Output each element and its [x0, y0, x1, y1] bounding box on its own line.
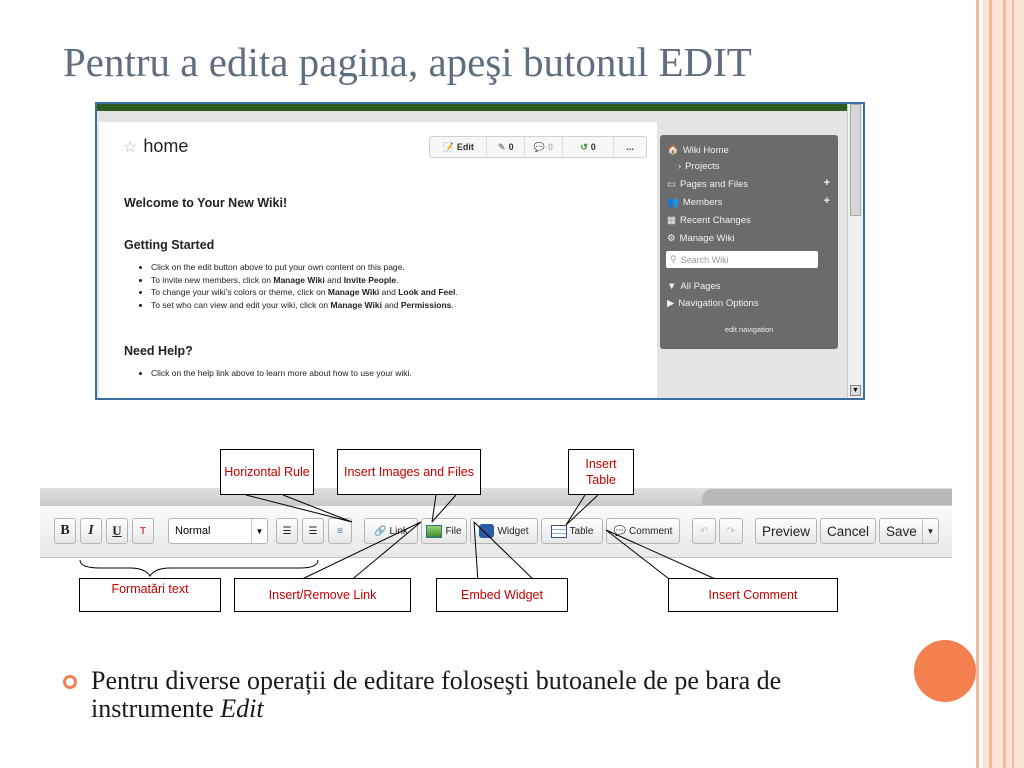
home-icon: 🏠	[667, 145, 679, 156]
need-help-heading: Need Help?	[124, 344, 193, 358]
callout-formatari-text: Formatări text	[79, 578, 221, 612]
triangle-right-icon: ▶	[667, 298, 675, 309]
link-manage-wiki[interactable]: Manage Wiki	[330, 299, 382, 310]
bullet-circle-icon	[63, 675, 77, 689]
scroll-down-arrow[interactable]: ▼	[850, 385, 861, 396]
italic-button[interactable]: I	[80, 518, 102, 544]
callout-insert-table: Insert Table	[568, 449, 634, 495]
list-item: • To set who can view and edit your wiki, click on Manage Wiki and Permissions.	[151, 299, 458, 312]
nav-members[interactable]: 👥 Members	[667, 197, 723, 208]
link-invite-people[interactable]: Invite People	[343, 274, 397, 285]
nav-pages-and-files[interactable]: ▭ Pages and Files	[667, 179, 749, 190]
calendar-icon: ▦	[667, 215, 676, 226]
edit-navigation-link[interactable]: edit navigation	[724, 325, 774, 334]
callout-insert-images: Insert Images and Files	[337, 449, 481, 495]
widget-button[interactable]: Widget	[470, 518, 538, 544]
decorative-circle	[914, 640, 976, 702]
text-color-icon: T	[139, 525, 147, 537]
undo-button[interactable]	[692, 518, 716, 544]
nav-manage-wiki[interactable]: ⚙ Manage Wiki	[667, 233, 735, 244]
wiki-screenshot	[95, 102, 865, 400]
nav-navigation-options[interactable]: ▶ Navigation Options	[667, 298, 759, 309]
redo-button[interactable]	[719, 518, 743, 544]
callout-horizontal-rule: Horizontal Rule	[220, 449, 314, 495]
link-button[interactable]: 🔗 Link	[364, 518, 418, 544]
wiki-sidebar	[660, 135, 838, 349]
getting-started-heading: Getting Started	[124, 238, 215, 252]
bullet-list-icon: ☰	[308, 525, 318, 537]
numbered-list-button[interactable]	[276, 518, 298, 544]
history-icon: ↺	[580, 141, 588, 152]
list-item: • To invite new members, click on Manage Wiki and Invite People.	[151, 274, 458, 287]
slide-title: Pentru a edita pagina, apeşi butonul EDIT	[63, 39, 752, 85]
widget-icon	[479, 524, 494, 538]
edit-toolbar	[40, 506, 952, 558]
star-icon[interactable]: ☆	[123, 139, 138, 156]
help-list	[141, 367, 412, 380]
more-button[interactable]: ...	[626, 142, 634, 152]
preview-button[interactable]: Preview	[755, 518, 817, 544]
bullet-text: Pentru diverse operații de editare foloseşti butoanele de pe bara de instrumente Edit	[91, 666, 782, 723]
bold-button[interactable]: B	[54, 518, 76, 544]
files-count-button[interactable]: ✎ 0	[487, 137, 525, 157]
link-manage-wiki[interactable]: Manage Wiki	[327, 287, 380, 297]
edit-button[interactable]: 📝 Edit	[430, 137, 487, 157]
getting-started-list	[141, 261, 458, 311]
nav-all-pages[interactable]: ▼ All Pages	[667, 281, 721, 292]
underline-button[interactable]: U	[106, 518, 128, 544]
nav-wiki-home[interactable]: 🏠 Wiki Home	[667, 145, 729, 156]
gear-icon: ⚙	[667, 233, 676, 244]
welcome-heading: Welcome to Your New Wiki!	[124, 196, 288, 210]
slide-border-line	[976, 0, 979, 768]
table-icon	[551, 525, 567, 538]
chevron-right-icon: ›	[678, 161, 682, 172]
members-icon: 👥	[667, 197, 679, 208]
link-look-and-feel[interactable]: Look and Feel	[398, 287, 456, 297]
slide-border-line	[1012, 0, 1014, 768]
page-action-bar	[429, 136, 647, 158]
toolbar-tab	[702, 489, 952, 505]
wiki-content	[99, 122, 657, 400]
page-heading	[123, 136, 188, 157]
nav-projects[interactable]: › Projects	[678, 161, 720, 172]
bullet-list-button[interactable]	[302, 518, 324, 544]
history-count-button[interactable]: ↺ 0	[563, 137, 615, 157]
link-manage-wiki[interactable]: Manage Wiki	[273, 274, 325, 285]
nav-recent-changes[interactable]: ▦ Recent Changes	[667, 215, 751, 226]
link-permissions[interactable]: Permissions	[400, 299, 452, 310]
add-member-icon[interactable]: +	[823, 195, 830, 207]
comment-button[interactable]: 💬 Comment	[606, 518, 680, 544]
folder-icon: ▭	[667, 179, 676, 190]
chevron-down-icon: ▼	[251, 519, 267, 543]
edit-page-icon: 📝	[442, 141, 454, 152]
horizontal-rule-button[interactable]	[328, 518, 352, 544]
slide-border-line	[1003, 0, 1006, 768]
list-item: • Click on the edit button above to put your own content on this page.	[151, 261, 458, 274]
numbered-list-icon: ☰	[282, 525, 292, 537]
callout-embed-widget: Embed Widget	[436, 578, 568, 612]
cancel-button[interactable]: Cancel	[820, 518, 876, 544]
table-button[interactable]: Table	[541, 518, 603, 544]
save-button[interactable]: Save ▼	[879, 518, 939, 544]
slide-border-line	[989, 0, 992, 768]
format-select[interactable]: Normal ▼	[168, 518, 268, 544]
comments-count-button[interactable]: 💬 0	[525, 137, 563, 157]
search-icon: ⚲	[670, 254, 677, 264]
list-item: • To change your wiki's colors or theme, click on Manage Wiki and Look and Feel.	[151, 286, 458, 299]
wiki-header-bar	[97, 104, 849, 111]
search-input[interactable]: ⚲ Search Wiki	[666, 251, 818, 268]
speech-bubble-icon: 💬	[533, 141, 546, 152]
callout-insert-comment: Insert Comment	[668, 578, 838, 612]
scrollbar[interactable]	[847, 104, 863, 398]
chevron-down-icon[interactable]: ▼	[922, 519, 938, 543]
file-button[interactable]: File	[421, 518, 467, 544]
speech-bubble-icon: 💬	[613, 525, 627, 537]
callout-insert-link: Insert/Remove Link	[234, 578, 411, 612]
image-icon	[426, 525, 442, 538]
add-page-icon[interactable]: +	[823, 177, 830, 189]
scrollbar-thumb[interactable]	[850, 104, 861, 216]
page-title: home	[143, 136, 189, 156]
list-item: • Click on the help link above to learn more about how to use your wiki.	[151, 367, 412, 380]
paperclip-icon: ✎	[498, 141, 506, 152]
link-icon: 🔗	[374, 525, 387, 537]
text-color-button[interactable]	[132, 518, 154, 544]
undo-icon: ↶	[699, 525, 709, 537]
redo-icon: ↷	[726, 525, 736, 537]
triangle-down-icon: ▼	[667, 281, 677, 292]
horizontal-rule-icon: ≡	[337, 525, 343, 537]
